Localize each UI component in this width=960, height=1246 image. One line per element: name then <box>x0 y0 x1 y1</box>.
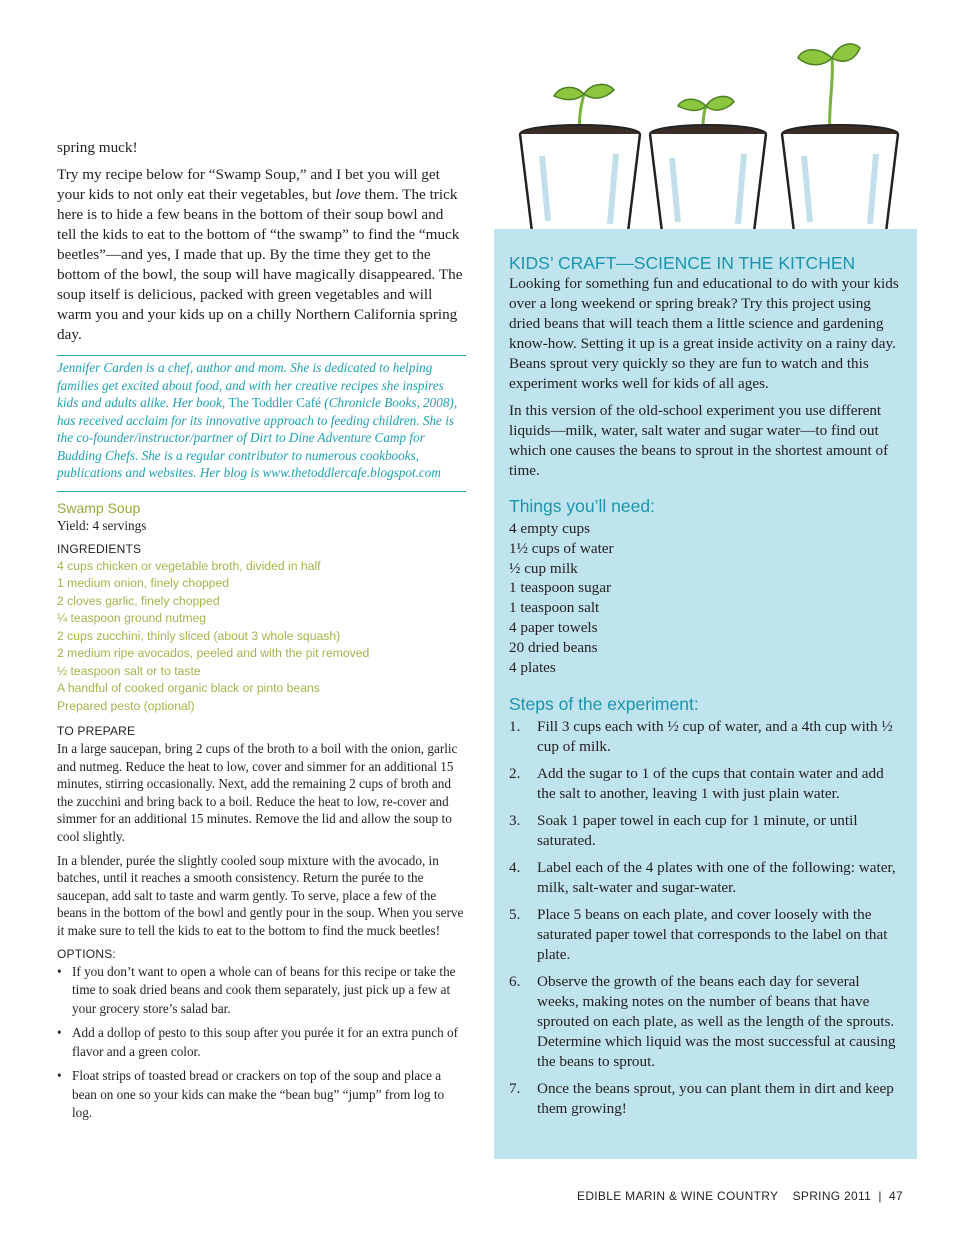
prepare-paragraph: In a large saucepan, bring 2 cups of the broth to a boil with the onion, garlic and nutmeg. Reduce the heat to low, cover and simmer for an additional 15 minutes, stirring occasionally. Next, add the remaining 2 cups of broth and the zucchini and bring back to a boil. Reduce the heat to low, re-cover and simmer for an additional 15 minutes. Remove the lid and allow the soup to cool slightly. <box>57 741 458 844</box>
footer-issue: SPRING 2011 <box>792 1189 872 1203</box>
left-column <box>57 138 466 1129</box>
need-item: 20 dried beans <box>509 638 598 656</box>
step-number: 7. <box>509 1080 521 1098</box>
option-text: Float strips of toasted bread or crackers on top of the soup and place a bean on one so your kids can make the “bean bug” “jump” from log to log. <box>72 1068 445 1121</box>
step-item <box>509 764 904 804</box>
step-text: Observe the growth of the beans each day for several weeks, making notes on the number of beans that have sprouted on each plate, as well as the length of the sprouts. Determine which liquid was the most successful at causing the beans to sprout. <box>537 973 896 1071</box>
ingredient-item: 2 cups zucchini, thinly sliced (about 3 whole squash) <box>57 628 341 643</box>
ingredients-label: INGREDIENTS <box>57 541 142 556</box>
option-item <box>57 963 466 1019</box>
recipe-yield: Yield: 4 servings <box>57 517 147 533</box>
author-bio <box>57 355 466 492</box>
ingredient-item: ¼ teaspoon ground nutmeg <box>57 611 207 625</box>
bio-book-title: The Toddler Café <box>228 395 321 410</box>
need-item: 4 paper towels <box>509 618 598 636</box>
ingredient-item: Prepared pesto (optional) <box>57 698 195 713</box>
need-item: 1½ cups of water <box>509 539 614 557</box>
option-item <box>57 1024 466 1061</box>
step-item <box>509 972 904 1072</box>
ingredient-item: 2 cloves garlic, finely chopped <box>57 593 220 608</box>
need-item: 1 teaspoon sugar <box>509 579 612 597</box>
step-number: 5. <box>509 906 521 924</box>
intro-text-b: them. The trick here is to hide a few beans in the bottom of their soup bowl and tell the kids to eat to the bottom of “the swamp” to find the “muck beetles”—and yes, I made that up. By the time they get to the bottom of the bowl, the soup will have magically disappeared. The soup itself is delicious, packed with green vegetables and will warm you and your kids up on a chilly Northern California spring day. <box>57 186 463 343</box>
step-number: 3. <box>509 812 521 830</box>
step-text: Fill 3 cups each with ½ cup of water, and a 4th cup with ½ cup of milk. <box>537 718 893 756</box>
step-text: Label each of the 4 plates with one of the following: water, milk, salt-water and sugar-water. <box>537 859 896 897</box>
ingredients-list <box>57 558 466 716</box>
option-text: If you don’t want to open a whole can of beans for this recipe or take the time to soak dried beans and cook them separately, just pick up a few at your grocery store’s salad bar. <box>72 963 456 1016</box>
step-text: Place 5 beans on each plate, and cover loosely with the saturated paper towel that corresponds to the label on that plate. <box>537 906 888 964</box>
options-list <box>57 963 466 1123</box>
page-footer <box>577 1189 903 1203</box>
bio-text-b: (Chronicle Books, 2008), has received acclaim for its innovative approach to feeding children. She is the co-founder/instructor/partner of Dirt to Dine Adventure Camp for Budding Chefs. She is a regular contributor to numerous cookbooks, publications and websites. Her blog is www.thetoddlercafe.blogspot.com <box>57 395 458 480</box>
option-text: Add a dollop of pesto to this soup after you purée it for an extra punch of flavor and a green color. <box>72 1025 459 1059</box>
step-item <box>509 811 904 851</box>
step-text: Soak 1 paper towel in each cup for 1 minute, or until saturated. <box>537 812 858 850</box>
intro-love: love <box>335 186 361 203</box>
step-text: Once the beans sprout, you can plant them in dirt and keep them growing! <box>537 1080 894 1118</box>
need-item: ½ cup milk <box>509 559 578 577</box>
craft-paragraph: In this version of the old-school experiment you use different liquids—milk, water, salt water and sugar water—to find out which one causes the beans to sprout in the shortest amount of time. <box>509 402 889 479</box>
need-item: 1 teaspoon salt <box>509 599 600 617</box>
ingredient-item: 2 medium ripe avocados, peeled and with the pit removed <box>57 646 370 660</box>
step-item <box>509 1079 904 1119</box>
needs-heading: Things you’ll need: <box>509 496 655 516</box>
ingredient-item: 4 cups chicken or vegetable broth, divided in half <box>57 558 321 573</box>
intro-text-a: Try my recipe below for “Swamp Soup,” and I bet you will get your kids to not only eat their vegetables, but <box>57 166 440 203</box>
craft-paragraph: Looking for something fun and educational to do with your kids over a long weekend or spring break? Try this project using dried beans that will teach them a little science and gardening know-how. Setting it up is a great inside activity on a rainy day. Beans sprout very quickly so they are fun to watch and this experiment works well for kids of all ages. <box>509 275 899 392</box>
bullet: • <box>57 1025 62 1041</box>
intro-lead: spring muck! <box>57 139 138 156</box>
prepare-paragraph: In a blender, purée the slightly cooled soup mixture with the avocado, in batches, until it reaches a smooth consistency. Return the purée to the saucepan, add salt to taste and warm gently. To serve, place a few of the beans in the bottom of the bowl and gently pour in the soup. When you serve it make sure to tell the kids to eat to the bottom to find the muck beetles! <box>57 852 464 938</box>
need-item: 4 plates <box>509 658 556 676</box>
step-item <box>509 717 904 757</box>
step-text: Add the sugar to 1 of the cups that contain water and add the salt to another, leaving 1 with just plain water. <box>537 765 884 803</box>
step-number: 6. <box>509 973 521 991</box>
bio-text-a: Jennifer Carden is a chef, author and mom. She is dedicated to helping families get excited about food, and with her creative recipes she inspires kids and adults alike. Her book, <box>57 360 444 410</box>
prepare-label: TO PREPARE <box>57 724 136 738</box>
page-number: 47 <box>889 1189 903 1203</box>
option-item <box>57 1067 466 1123</box>
footer-magazine: EDIBLE MARIN & WINE COUNTRY <box>577 1189 779 1203</box>
ingredient-item: 1 medium onion, finely chopped <box>57 576 230 590</box>
steps-list <box>509 717 904 1119</box>
bullet: • <box>57 963 62 979</box>
step-number: 1. <box>509 718 521 736</box>
step-item <box>509 858 904 898</box>
steps-heading: Steps of the experiment: <box>509 694 699 715</box>
options-label: OPTIONS: <box>57 946 116 961</box>
need-item: 4 empty cups <box>509 520 590 537</box>
step-number: 2. <box>509 765 521 783</box>
ingredient-item: A handful of cooked organic black or pinto beans <box>57 681 320 695</box>
kids-craft-content <box>509 252 904 1126</box>
ingredient-item: ½ teaspoon salt or to taste <box>57 663 201 678</box>
intro-paragraph <box>57 165 466 345</box>
sprouting-cups-illustration <box>512 36 912 236</box>
kids-craft-panel <box>494 229 917 1159</box>
recipe-title: Swamp Soup <box>57 499 141 516</box>
step-item <box>509 905 904 965</box>
needs-list <box>509 519 904 677</box>
craft-title: KIDS’ CRAFT—SCIENCE IN THE KITCHEN <box>509 253 856 273</box>
bullet: • <box>57 1068 62 1084</box>
step-number: 4. <box>509 859 521 877</box>
footer-separator: | <box>878 1189 882 1203</box>
